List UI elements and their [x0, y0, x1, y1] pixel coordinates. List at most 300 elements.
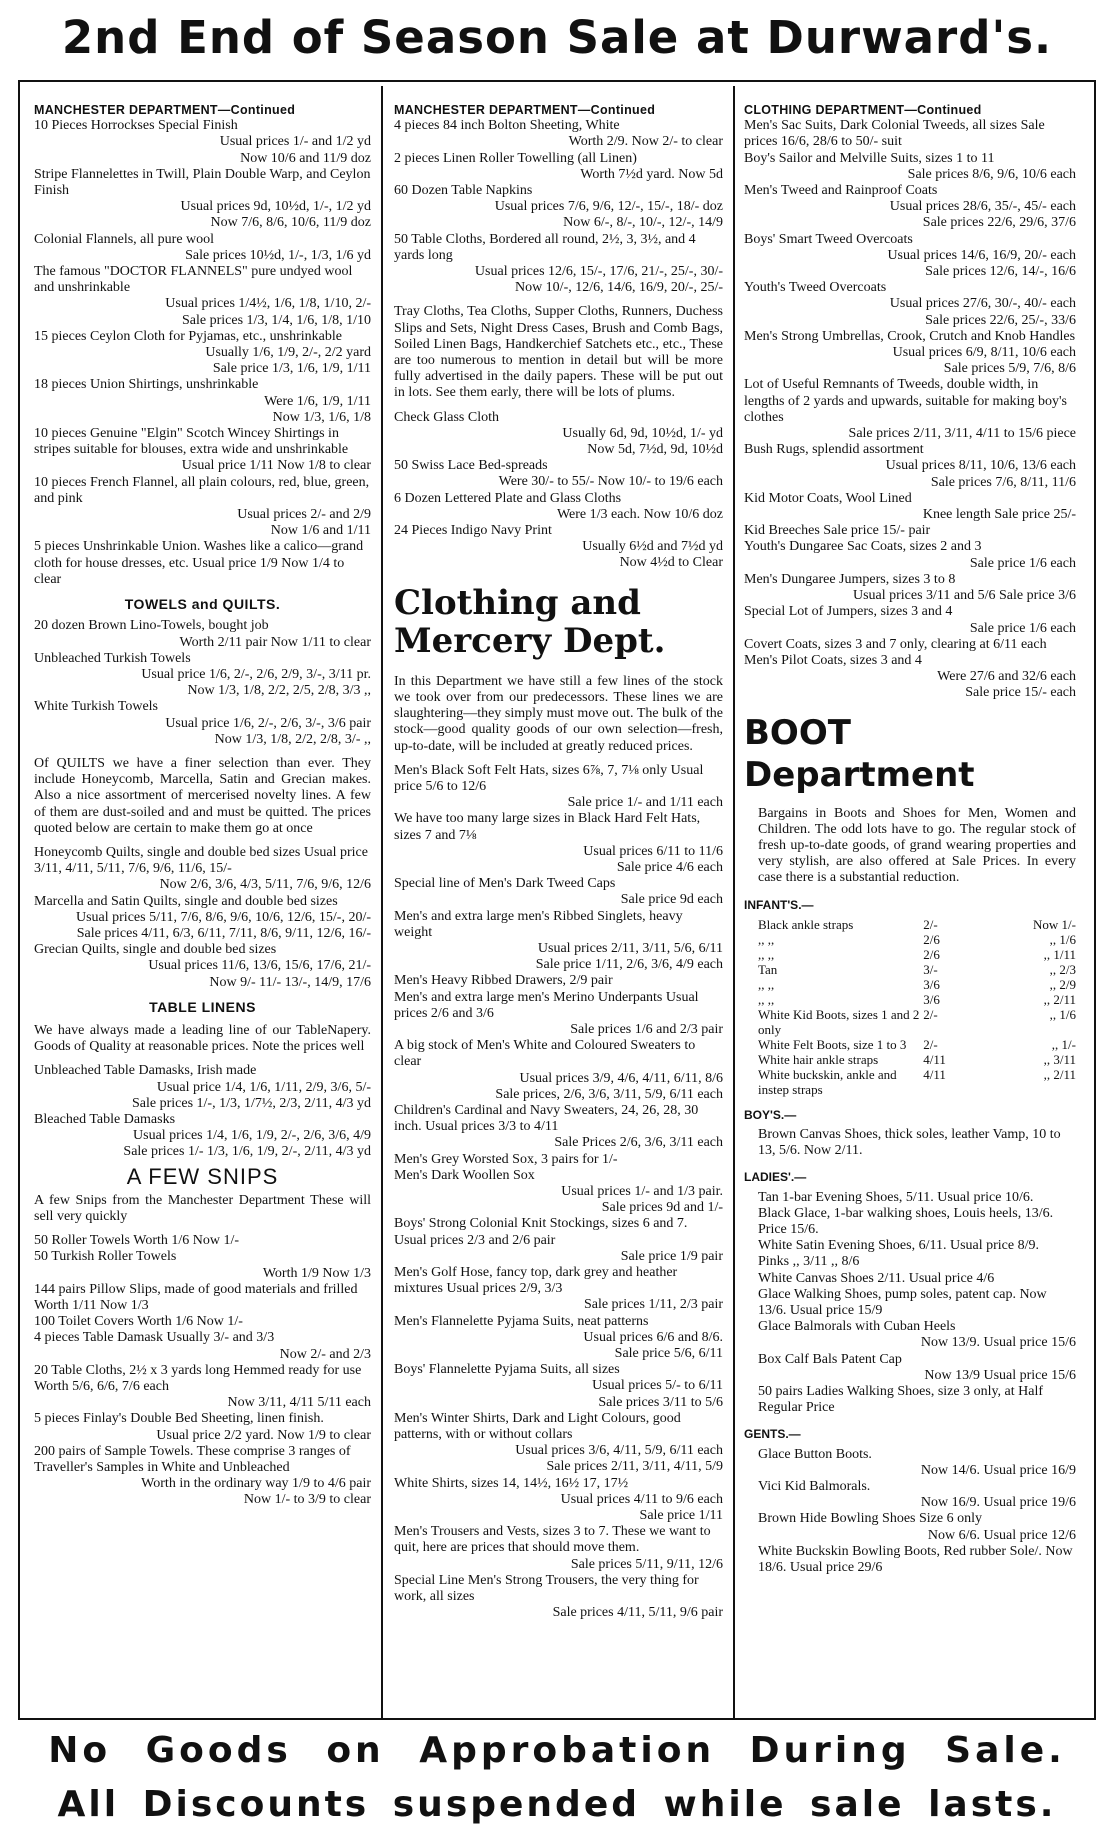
table-row: [744, 947, 1076, 962]
item-text: 50 Table Cloths, Bordered all round, 2½, 3, 3½, and 4 yards long: [394, 231, 696, 263]
list-item: [394, 183, 723, 232]
item-price: Usual prices 8/11, 10/6, 13/6 each: [885, 458, 1076, 474]
list-item: [34, 1314, 371, 1330]
table-cell: White hair ankle straps: [758, 1051, 879, 1067]
item-price: Sale prices 2/11, 3/11, 4/11 to 15/6 piece: [848, 426, 1076, 442]
entry-list: [394, 763, 723, 1622]
column-manchester-1: [28, 82, 377, 1718]
list-item: [758, 1511, 1076, 1543]
list-item: [394, 1476, 723, 1525]
column-clothing-boot: [738, 82, 1082, 1718]
list-item: [394, 1573, 723, 1622]
item-price: Now 6/-, 8/-, 10/-, 12/-, 14/9: [563, 215, 723, 231]
list-item: [34, 618, 371, 650]
list-item: [394, 1168, 723, 1217]
item-text: Tan 1-bar Evening Shoes, 5/11. Usual price 10/6.: [758, 1189, 1034, 1205]
item-text: 10 Pieces Horrockses Special Finish: [34, 118, 238, 134]
item-text: Special line of Men's Dark Tweed Caps: [394, 876, 616, 892]
item-text: Stripe Flannelettes in Twill, Plain Double Warp, and Ceylon Finish: [34, 166, 371, 199]
section-title-towels: TOWELS and QUILTS.: [124, 596, 281, 613]
item-price: Usual prices 12/6, 15/-, 17/6, 21/-, 25/-, 30/-: [474, 264, 723, 280]
table-cell: Black ankle straps: [758, 916, 854, 932]
entry-list: [744, 1190, 1076, 1417]
item-price: Now 1/6 and 1/11: [270, 523, 371, 539]
item-text: Brown Hide Bowling Shoes Size 6 only: [758, 1511, 982, 1527]
list-item: [34, 167, 371, 232]
item-price: Usual prices 5/- to 6/11: [592, 1378, 723, 1394]
item-price: Sale prices 1/- 1/3, 1/6, 1/9, 2/-, 2/11, 4/3 yd: [123, 1144, 371, 1160]
item-text: 6 Dozen Lettered Plate and Glass Cloths: [394, 490, 622, 506]
item-text: 2 pieces Linen Roller Towelling (all Linen): [394, 150, 637, 166]
list-item: [758, 1127, 1076, 1159]
section-title-snips: A FEW SNIPS: [126, 1163, 279, 1189]
table-cell: 2/6: [923, 946, 940, 962]
item-price: Now 1/3, 1/8, 2/2, 2/8, 3/- ,,: [214, 731, 371, 747]
item-price: Now 5d, 7½d, 9d, 10½d: [587, 442, 723, 458]
item-price: Sale price 1/3, 1/6, 1/9, 1/11: [212, 361, 371, 377]
list-item: [394, 1411, 723, 1476]
list-item: [394, 118, 723, 150]
item-text: Men's and extra large men's Merino Underpants Usual prices 2/6 and 3/6: [394, 989, 699, 1021]
list-item: [34, 329, 371, 378]
list-item: [34, 1282, 371, 1314]
entry-list: [34, 618, 371, 748]
item-text: Children's Cardinal and Navy Sweaters, 24, 26, 28, 30 inch. Usual prices 3/3 to 4/11: [394, 1102, 699, 1135]
item-price: Usually 6½d and 7½d yd: [582, 539, 723, 555]
list-item: [744, 653, 1076, 702]
item-price: Now 2/- and 2/3: [279, 1346, 371, 1362]
item-price: Sale Prices 2/6, 3/6, 3/11 each: [554, 1135, 723, 1151]
table-cell: ,, 3/11: [1043, 1051, 1076, 1067]
list-item: [34, 1233, 371, 1249]
item-price: Now 6/6. Usual price 12/6: [927, 1527, 1076, 1543]
list-item: [34, 1330, 371, 1362]
item-text: White Shirts, sizes 14, 14½, 16½ 17, 17½: [394, 1475, 629, 1491]
list-item: [394, 491, 723, 523]
list-item: [34, 894, 371, 943]
item-text: Special Line Men's Strong Trousers, the very thing for work, all sizes: [394, 1572, 699, 1605]
item-text: 20 Table Cloths, 2½ x 3 yards long Hemmed ready for use Worth 5/6, 6/6, 7/6 each: [34, 1362, 362, 1395]
item-price: Usual prices 28/6, 35/-, 45/- each: [889, 199, 1076, 215]
item-price: Sale prices 1/-, 1/3, 1/7½, 2/3, 2/11, 4/3 yd: [131, 1095, 371, 1111]
list-item: [394, 1265, 723, 1314]
list-item: [394, 1152, 723, 1168]
list-item: [758, 1352, 1076, 1384]
list-item: [758, 1254, 1076, 1270]
item-text: 4 pieces Table Damask Usually 3/- and 3/3: [34, 1330, 275, 1346]
item-text: Covert Coats, sizes 3 and 7 only, clearing at 6/11 each: [744, 636, 1047, 652]
list-item: [34, 1411, 371, 1443]
infants-table: [744, 917, 1076, 1097]
item-price: Were 1/6, 1/9, 1/11: [264, 393, 371, 409]
item-price: Were 27/6 and 32/6 each: [937, 669, 1076, 685]
item-text: 50 pairs Ladies Walking Shoes, size 3 only, at Half Regular Price: [758, 1383, 1044, 1416]
list-item: [34, 118, 371, 167]
table-cell: 2/-: [923, 1006, 938, 1022]
table-cell: 3/-: [923, 961, 938, 977]
list-item: [758, 1206, 1076, 1238]
table-cell: ,, ,,: [758, 976, 775, 992]
department-heading: CLOTHING DEPARTMENT—Continued: [744, 103, 982, 117]
list-item: [34, 1063, 371, 1112]
item-text: 4 pieces 84 inch Bolton Sheeting, White: [394, 118, 620, 134]
ladies-label: LADIES'.—: [744, 1170, 807, 1185]
item-text: 20 dozen Brown Lino-Towels, bought job: [34, 618, 269, 634]
item-text: 50 Turkish Roller Towels: [34, 1249, 177, 1265]
list-item: [34, 845, 371, 894]
item-text: Men's Strong Umbrellas, Crook, Crutch and Knob Handles: [744, 328, 1076, 344]
table-cell: 3/6: [923, 976, 940, 992]
item-text: Pinks ,, 3/11 ,, 8/6: [758, 1254, 860, 1270]
item-price: Usual prices 6/9, 8/11, 10/6 each: [892, 345, 1076, 361]
item-text: Unbleached Turkish Towels: [34, 650, 191, 666]
list-item: [758, 1238, 1076, 1254]
item-price: Now 3/11, 4/11 5/11 each: [227, 1395, 371, 1411]
item-price: Sale prices 1/6 and 2/3 pair: [570, 1021, 723, 1037]
item-text: Black Glace, 1-bar walking shoes, Louis heels, 13/6. Price 15/6.: [758, 1205, 1054, 1237]
item-text: Bush Rugs, splendid assortment: [744, 442, 924, 458]
table-cell: ,, 2/11: [1043, 991, 1076, 1007]
item-text: Youth's Tweed Overcoats: [744, 280, 887, 296]
item-text: Boys' Strong Colonial Knit Stockings, sizes 6 and 7. Usual prices 2/3 and 2/6 pair: [394, 1216, 688, 1248]
item-price: Now 1/- to 3/9 to clear: [243, 1492, 371, 1508]
item-price: Usually 6d, 9d, 10½d, 1/- yd: [562, 425, 723, 441]
list-item: [758, 1479, 1076, 1511]
item-text: Men's Black Soft Felt Hats, sizes 6⅞, 7, 7⅛ only Usual price 5/6 to 12/6: [394, 762, 704, 794]
boot-paragraph: Bargains in Boots and Shoes for Men, Women and Children. The odd lots have to go. The regular stock of fresh up-to-date goods, of grand wearing properties and very stylish, are also offered at Sale Prices. In every case there is a substantial reduction.: [758, 805, 1076, 886]
item-price: Usual prices 1/- and 1/2 yd: [219, 134, 371, 150]
item-text: Unbleached Table Damasks, Irish made: [34, 1063, 257, 1079]
item-price: Now 1/3, 1/8, 2/2, 2/5, 2/8, 3/3 ,,: [187, 683, 371, 699]
list-item: [34, 651, 371, 700]
list-item: [744, 329, 1076, 378]
quilts-paragraph: Of QUILTS we have a finer selection than ever. They include Honeycomb, Marcella, Satin and Grecian makes. Also a nice assortment of mercerised novelty lines. A few of them are dust-soiled and and must be quitted. The prices quoted below are certain to make them go at once: [34, 755, 371, 836]
item-text: 50 Roller Towels Worth 1/6 Now 1/-: [34, 1233, 240, 1249]
item-price: Usual prices 6/11 to 11/6: [583, 843, 723, 859]
table-cell: 4/11: [923, 1066, 946, 1082]
list-item: [758, 1190, 1076, 1206]
item-text: Glace Button Boots.: [758, 1446, 872, 1462]
item-text: Men's Pilot Coats, sizes 3 and 4: [744, 652, 922, 668]
table-cell: 4/11: [923, 1051, 946, 1067]
item-text: Check Glass Cloth: [394, 409, 499, 425]
list-item: [34, 264, 371, 329]
entry-list: [744, 118, 1076, 701]
item-price: Now 2/6, 3/6, 4/3, 5/11, 7/6, 9/6, 12/6: [159, 877, 371, 893]
item-text: Grecian Quilts, single and double bed sizes: [34, 942, 277, 958]
item-text: Colonial Flannels, all pure wool: [34, 231, 215, 247]
item-text: Honeycomb Quilts, single and double bed sizes Usual price 3/11, 4/11, 5/11, 7/6, 9/6, 11/6, 15/-: [34, 844, 368, 877]
item-price: Sale prices 22/6, 29/6, 37/6: [922, 215, 1076, 231]
item-price: Sale price 1/11, 2/6, 3/6, 4/9 each: [535, 957, 723, 973]
list-item: [744, 442, 1076, 491]
clothing-paragraph: In this Department we have still a few lines of the stock we took over from our predecessors. These lines we are slaughtering—they simply must move out. The bulk of the stock—good quality goods of our own selection—fresh, up-to-date, will be included at greatly reduced prices.: [394, 673, 723, 754]
item-text: Boys' Flannelette Pyjama Suits, all sizes: [394, 1362, 620, 1378]
item-text: Glace Walking Shoes, pump soles, patent cap. Now 13/6. Usual price 15/9: [758, 1286, 1047, 1318]
item-text: Men's Winter Shirts, Dark and Light Colours, good patterns, with or without collars: [394, 1410, 681, 1443]
list-item: [34, 232, 371, 264]
list-item: [744, 604, 1076, 636]
item-price: Worth in the ordinary way 1/9 to 4/6 pair: [141, 1476, 371, 1492]
section-title-linens: TABLE LINENS: [149, 998, 256, 1015]
table-row: [744, 932, 1076, 947]
item-price: Usual prices 5/11, 7/6, 8/6, 9/6, 10/6, 12/6, 15/-, 20/-: [75, 909, 371, 925]
table-row: [744, 1037, 1076, 1052]
item-price: Sale price 4/6 each: [616, 859, 723, 875]
item-price: Sale prices, 2/6, 3/6, 3/11, 5/9, 6/11 each: [495, 1086, 723, 1102]
boot-title-line-1: BOOT: [744, 712, 851, 753]
table-cell: 2/-: [923, 1036, 938, 1052]
item-text: Kid Motor Coats, Wool Lined: [744, 490, 912, 506]
item-price: Usual prices 27/6, 30/-, 40/- each: [889, 296, 1076, 312]
list-item: [394, 763, 723, 812]
item-text: 100 Toilet Covers Worth 1/6 Now 1/-: [34, 1314, 243, 1330]
item-price: Sale price 1/6 each: [969, 555, 1076, 571]
item-price: Usual prices 3/9, 4/6, 4/11, 6/11, 8/6: [519, 1070, 723, 1086]
column-divider: [381, 86, 383, 1718]
item-price: Sale prices 1/11, 2/3 pair: [583, 1297, 723, 1313]
item-text: Glace Balmorals with Cuban Heels: [758, 1319, 956, 1335]
table-cell: ,, ,,: [758, 991, 775, 1007]
list-item: [394, 232, 723, 297]
item-price: Now 4½d to Clear: [619, 555, 723, 571]
clothing-dept-title: Clothing and Mercery Dept.: [394, 582, 666, 661]
item-price: Worth 2/9. Now 2/- to clear: [568, 134, 723, 150]
item-text: Kid Breeches Sale price 15/- pair: [744, 523, 931, 539]
item-price: Sale prices 8/6, 9/6, 10/6 each: [907, 166, 1076, 182]
item-text: Men's Heavy Ribbed Drawers, 2/9 pair: [394, 973, 613, 989]
page-headline: 2nd End of Season Sale at Durward's.: [61, 11, 1053, 64]
infants-label: INFANT'S.—: [744, 897, 814, 912]
footer-line-1: No Goods on Approbation During Sale.: [48, 1730, 1066, 1771]
list-item: [34, 539, 371, 588]
item-text: White Turkish Towels: [34, 699, 158, 715]
item-text: We have too many large sizes in Black Hard Felt Hats, sizes 7 and 7⅛: [394, 811, 701, 843]
item-text: 5 pieces Finlay's Double Bed Sheeting, linen finish.: [34, 1411, 324, 1427]
item-price: Usual prices 9d, 10½d, 1/-, 1/2 yd: [180, 199, 371, 215]
item-price: Now 9/- 11/- 13/-, 14/9, 17/6: [209, 974, 371, 990]
item-price: Usual prices 3/6, 4/11, 5/9, 6/11 each: [515, 1443, 723, 1459]
table-cell: ,, 1/6: [1049, 931, 1076, 947]
list-item: [394, 1524, 723, 1573]
item-text: 200 pairs of Sample Towels. These comprise 3 ranges of Traveller's Samples in White and Unbleached: [34, 1443, 351, 1476]
list-item: [758, 1384, 1076, 1416]
table-cell: White Kid Boots, sizes 1 and 2 only: [758, 1006, 920, 1037]
table-row: [744, 917, 1076, 932]
list-item: [744, 232, 1076, 281]
item-price: Sale prices 12/6, 14/-, 16/6: [925, 264, 1076, 280]
list-item: [394, 1038, 723, 1103]
table-cell: White Felt Boots, size 1 to 3: [758, 1036, 907, 1052]
list-item: [394, 458, 723, 490]
item-text: Men's Sac Suits, Dark Colonial Tweeds, all sizes Sale prices 16/6, 28/6 to 50/- suit: [744, 118, 1045, 150]
item-price: Usual prices 1/4½, 1/6, 1/8, 1/10, 2/-: [165, 296, 371, 312]
list-item: [34, 942, 371, 991]
list-item: [394, 1103, 723, 1152]
entry-list: [34, 845, 371, 991]
item-text: Men's Tweed and Rainproof Coats: [744, 183, 938, 199]
list-item: [394, 523, 723, 572]
item-price: Sale prices 10½d, 1/-, 1/3, 1/6 yd: [185, 247, 371, 263]
item-price: Usual price 1/6, 2/-, 2/6, 2/9, 3/-, 3/11 pr.: [141, 666, 371, 682]
item-price: Sale prices 5/9, 7/6, 8/6: [943, 361, 1076, 377]
table-cell: ,, 1/6: [1049, 1006, 1076, 1022]
item-price: Sale prices 1/3, 1/4, 1/6, 1/8, 1/10: [182, 312, 371, 328]
boot-title-line-2: Department: [744, 754, 975, 795]
table-cell: 3/6: [923, 991, 940, 1007]
item-text: 18 pieces Union Shirtings, unshrinkable: [34, 377, 259, 393]
table-cell: Tan: [758, 961, 778, 977]
item-price: Now 10/6 and 11/9 doz: [240, 150, 371, 166]
list-item: [744, 539, 1076, 571]
list-item: [744, 523, 1076, 539]
item-price: Usual prices 4/11 to 9/6 each: [560, 1491, 723, 1507]
entry-list: [34, 1233, 371, 1508]
list-item: [34, 475, 371, 540]
boys-label: BOY'S.—: [744, 1107, 797, 1122]
item-price: Sale prices 7/6, 8/11, 11/6: [930, 474, 1076, 490]
list-item: [744, 491, 1076, 523]
table-row: [744, 962, 1076, 977]
item-price: Sale price 5/6, 6/11: [614, 1346, 723, 1362]
item-text: 60 Dozen Table Napkins: [394, 183, 533, 199]
list-item: [744, 280, 1076, 329]
item-price: Sale prices 4/11, 5/11, 9/6 pair: [552, 1605, 723, 1621]
table-row: [744, 1067, 1076, 1097]
entry-list: [744, 1127, 1076, 1159]
snips-paragraph: A few Snips from the Manchester Department These will sell very quickly: [34, 1192, 371, 1224]
list-item: [744, 377, 1076, 442]
item-price: Sale prices 5/11, 9/11, 12/6: [570, 1556, 723, 1572]
item-price: Usually 1/6, 1/9, 2/-, 2/2 yard: [205, 345, 371, 361]
item-price: Now 1/3, 1/6, 1/8: [272, 409, 371, 425]
list-item: [744, 183, 1076, 232]
item-price: Sale prices 22/6, 25/-, 33/6: [925, 312, 1076, 328]
item-price: Usual prices 14/6, 16/9, 20/- each: [887, 247, 1076, 263]
item-price: Usual prices 3/11 and 5/6 Sale price 3/6: [852, 588, 1076, 604]
list-item: [394, 1314, 723, 1363]
table-cell: ,, ,,: [758, 931, 775, 947]
item-text: Boy's Sailor and Melville Suits, sizes 1 to 11: [744, 150, 995, 166]
table-cell: ,, 2/11: [1043, 1066, 1076, 1082]
list-item: [394, 151, 723, 183]
entry-list: [394, 118, 723, 296]
department-heading: MANCHESTER DEPARTMENT—Continued: [34, 103, 296, 117]
item-text: Marcella and Satin Quilts, single and double bed sizes: [34, 893, 338, 909]
tray-paragraph: Tray Cloths, Tea Cloths, Supper Cloths, Runners, Duchess Slips and Sets, Night Dress Cases, Brush and Comb Bags, Soiled Linen Bags, Handkerchief Satchets etc., etc., These are too numerous to mention in detail but will be more fully advertised in the daily papers. These will be put out in lots. See them early, there will be lots of plums.: [394, 304, 723, 401]
item-text: 10 pieces Genuine "Elgin" Scotch Wincey Shirtings in stripes suitable for blouses, extra wide and unshrinkable: [34, 426, 349, 458]
item-price: Sale price 1/11: [639, 1508, 723, 1524]
table-row: [744, 977, 1076, 992]
list-item: [34, 1444, 371, 1509]
list-item: [758, 1287, 1076, 1319]
item-text: Boys' Smart Tweed Overcoats: [744, 231, 913, 247]
item-text: White Canvas Shoes 2/11. Usual price 4/6: [758, 1270, 995, 1286]
boot-dept-title: [744, 712, 1076, 796]
table-row: [744, 1007, 1076, 1037]
list-item: [34, 1249, 371, 1281]
footer-line-2: All Discounts suspended while sale lasts.: [57, 1784, 1057, 1825]
item-price: Worth 2/11 pair Now 1/11 to clear: [179, 634, 371, 650]
item-price: Sale price 15/- each: [965, 685, 1076, 701]
item-text: Men's Flannelette Pyjama Suits, neat patterns: [394, 1313, 649, 1329]
item-price: Sale price 9d each: [620, 892, 723, 908]
list-item: [758, 1447, 1076, 1479]
department-heading: MANCHESTER DEPARTMENT—Continued: [394, 103, 656, 117]
item-price: Now 7/6, 8/6, 10/6, 11/9 doz: [210, 215, 371, 231]
item-price: Worth 1/9 Now 1/3: [262, 1265, 371, 1281]
item-text: Box Calf Bals Patent Cap: [758, 1351, 902, 1367]
item-price: Usual price 1/4, 1/6, 1/11, 2/9, 3/6, 5/-: [156, 1079, 371, 1095]
item-price: Sale prices 9d and 1/-: [601, 1200, 723, 1216]
item-text: 15 pieces Ceylon Cloth for Pyjamas, etc., unshrinkable: [34, 328, 342, 344]
item-text: Men's Golf Hose, fancy top, dark grey and heather mixtures Usual prices 2/9, 3/3: [394, 1265, 678, 1297]
column-divider: [733, 86, 735, 1718]
list-item: [744, 572, 1076, 604]
item-price: Usual prices 1/- and 1/3 pair.: [561, 1183, 723, 1199]
entry-list: [34, 1063, 371, 1160]
item-price: Usual prices 1/4, 1/6, 1/9, 2/-, 2/6, 3/6, 4/9: [133, 1128, 371, 1144]
item-price: Sale prices 2/11, 3/11, 4/11, 5/9: [546, 1459, 723, 1475]
item-text: Men's and extra large men's Ribbed Singlets, heavy weight: [394, 908, 683, 940]
item-price: Knee length Sale price 25/-: [922, 507, 1076, 523]
list-item: [34, 1112, 371, 1161]
item-text: Men's Grey Worsted Sox, 3 pairs for 1/-: [394, 1151, 618, 1167]
item-price: Sale price 1/6 each: [969, 620, 1076, 636]
item-text: Special Lot of Jumpers, sizes 3 and 4: [744, 604, 953, 620]
item-text: 24 Pieces Indigo Navy Print: [394, 523, 552, 539]
list-item: [394, 1216, 723, 1265]
item-price: Now 10/-, 12/6, 14/6, 16/9, 20/-, 25/-: [514, 280, 723, 296]
item-price: Worth 7½d yard. Now 5d: [580, 166, 723, 182]
table-cell: ,, 1/11: [1043, 946, 1076, 962]
column-manchester-2: [388, 82, 729, 1718]
item-text: Youth's Dungaree Sac Coats, sizes 2 and 3: [744, 539, 982, 555]
entry-list: [34, 118, 371, 588]
item-price: Sale prices 4/11, 6/3, 6/11, 7/11, 8/6, 9/11, 12/6, 16/-: [76, 925, 371, 941]
list-item: [394, 1362, 723, 1411]
item-text: White Buckskin Bowling Boots, Red rubber Sole/. Now 18/6. Usual price 29/6: [758, 1543, 1073, 1576]
item-price: Usual price 1/11 Now 1/8 to clear: [181, 458, 371, 474]
list-item: [758, 1271, 1076, 1287]
item-text: 50 Swiss Lace Bed-spreads: [394, 458, 548, 474]
item-text: Men's Trousers and Vests, sizes 3 to 7. These we want to quit, here are prices that should move them.: [394, 1524, 711, 1556]
item-price: Usual prices 11/6, 13/6, 15/6, 17/6, 21/-: [148, 958, 371, 974]
list-item: [758, 1319, 1076, 1351]
table-cell: ,, 2/9: [1049, 976, 1076, 992]
item-text: Men's Dark Woollen Sox: [394, 1167, 535, 1183]
list-item: [34, 699, 371, 748]
list-item: [758, 1544, 1076, 1576]
item-price: Now 14/6. Usual price 16/9: [920, 1462, 1076, 1478]
item-price: Usual prices 7/6, 9/6, 12/-, 15/-, 18/- doz: [494, 199, 723, 215]
list-item: [394, 909, 723, 974]
list-item: [394, 990, 723, 1039]
item-price: Sale price 1/- and 1/11 each: [567, 795, 723, 811]
table-cell: Now 1/-: [1033, 916, 1076, 932]
list-item: [394, 410, 723, 459]
entry-list: [744, 1447, 1076, 1577]
list-item: [34, 426, 371, 475]
item-text: White Satin Evening Shoes, 6/11. Usual price 8/9.: [758, 1238, 1039, 1254]
gents-label: GENTS.—: [744, 1427, 801, 1442]
item-price: Usual price 2/2 yard. Now 1/9 to clear: [156, 1427, 371, 1443]
list-item: [394, 973, 723, 989]
table-cell: 2/-: [923, 916, 938, 932]
item-text: Men's Dungaree Jumpers, sizes 3 to 8: [744, 571, 956, 587]
item-text: 5 pieces Unshrinkable Union. Washes like a calico—grand cloth for house dresses, etc. Usual price 1/9 Now 1/4 to clear: [34, 539, 364, 587]
item-text: 10 pieces French Flannel, all plain colours, red, blue, green, and pink: [34, 474, 370, 506]
